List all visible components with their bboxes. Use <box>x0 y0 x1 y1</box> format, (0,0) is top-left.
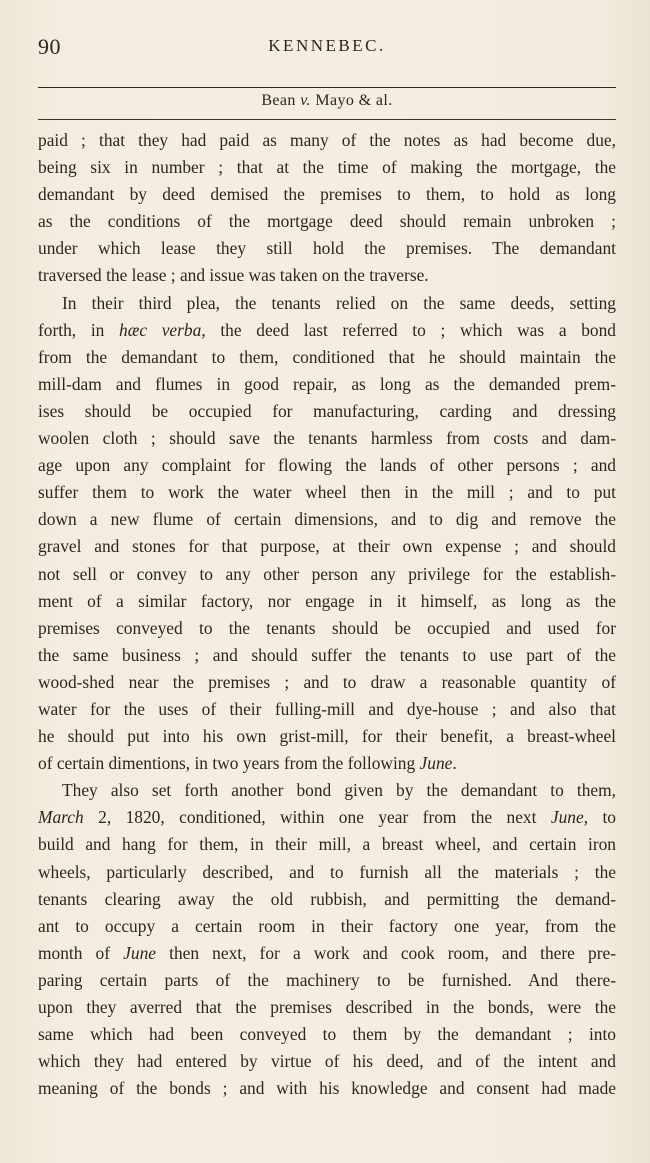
text-line: from the demandant to them, conditioned that he should maintain the <box>38 346 616 367</box>
text-line: water for the uses of their fulling-mill and dye-house ; and also that <box>38 698 616 719</box>
text-line: traversed the lease ; and issue was taken on the traverse. <box>38 265 429 286</box>
text-line: same which had been conveyed to them by the demandant ; into <box>38 1024 616 1045</box>
text-line: wheels, particularly described, and to furnish all the materials ; the <box>38 861 616 882</box>
text-line: not sell or convey to any other person any privilege for the establish- <box>38 563 616 584</box>
text-line: which they had entered by virtue of his deed, and of the intent and <box>38 1051 616 1072</box>
body-text <box>38 127 616 1102</box>
text-line: paid ; that they had paid as many of the notes as had become due, <box>38 130 616 150</box>
page-number: 90 <box>38 34 61 59</box>
text-line: age upon any complaint for flowing the lands of other persons ; and <box>38 455 616 476</box>
text-line: down a new flume of certain dimensions, and to dig and remove the <box>38 509 616 530</box>
text-line: demandant by deed demised the premises to them, to hold as long <box>38 184 616 205</box>
text-line: build and hang for them, in their mill, a breast wheel, and certain iron <box>38 834 616 855</box>
text-line: as the conditions of the mortgage deed should remain unbroken ; <box>38 211 616 232</box>
text-line: ises should be occupied for manufacturing, carding and dressing <box>38 400 616 421</box>
header-rule-top <box>38 87 616 88</box>
text-line: meaning of the bonds ; and with his knowledge and consent had made <box>38 1078 616 1099</box>
text-line: of certain dimentions, in two years from the following June. <box>38 753 457 774</box>
running-title: KENNEBEC. <box>268 36 386 55</box>
text-line: suffer them to work the water wheel then in the mill ; and to put <box>38 482 616 503</box>
text-line: gravel and stones for that purpose, at their own expense ; and should <box>38 536 616 557</box>
text-line: ant to occupy a certain room in their factory one year, from the <box>38 915 616 936</box>
text-line: month of June then next, for a work and cook room, and there pre- <box>38 942 616 963</box>
text-line: tenants clearing away the old rubbish, and permitting the demand- <box>38 888 616 909</box>
text-line: the same business ; and should suffer the tenants to use part of the <box>38 644 616 665</box>
text-line: March 2, 1820, conditioned, within one year from the next June, to <box>38 807 616 828</box>
text-line: he should put into his own grist-mill, for their benefit, a breast-wheel <box>38 726 616 747</box>
text-line: being six in number ; that at the time of making the mortgage, the <box>38 157 616 178</box>
text-line: wood-shed near the premises ; and to draw a reasonable quantity of <box>38 671 616 692</box>
text-line: under which lease they still hold the premises. The demandant <box>38 238 616 259</box>
text-line: ment of a similar factory, nor engage in it himself, as long as the <box>38 590 616 611</box>
text-line: mill-dam and flumes in good repair, as long as the demanded prem- <box>38 373 616 394</box>
text-line: In their third plea, the tenants relied on the same deeds, setting <box>62 292 616 313</box>
text-line: premises conveyed to the tenants should be occupied and used for <box>38 617 616 638</box>
text-line: paring certain parts of the machinery to be furnished. And there- <box>38 969 616 990</box>
running-head <box>38 34 616 62</box>
text-line: woolen cloth ; should save the tenants harmless from costs and dam- <box>38 428 616 449</box>
text-line: upon they averred that the premises described in the bonds, were the <box>38 997 616 1017</box>
header-rule-bottom <box>38 119 616 120</box>
case-name: Bean v. Mayo & al. <box>261 92 393 109</box>
text-line: forth, in hæc verba, the deed last referred to ; which was a bond <box>38 319 616 340</box>
text-line: They also set forth another bond given by the demandant to them, <box>62 780 616 801</box>
